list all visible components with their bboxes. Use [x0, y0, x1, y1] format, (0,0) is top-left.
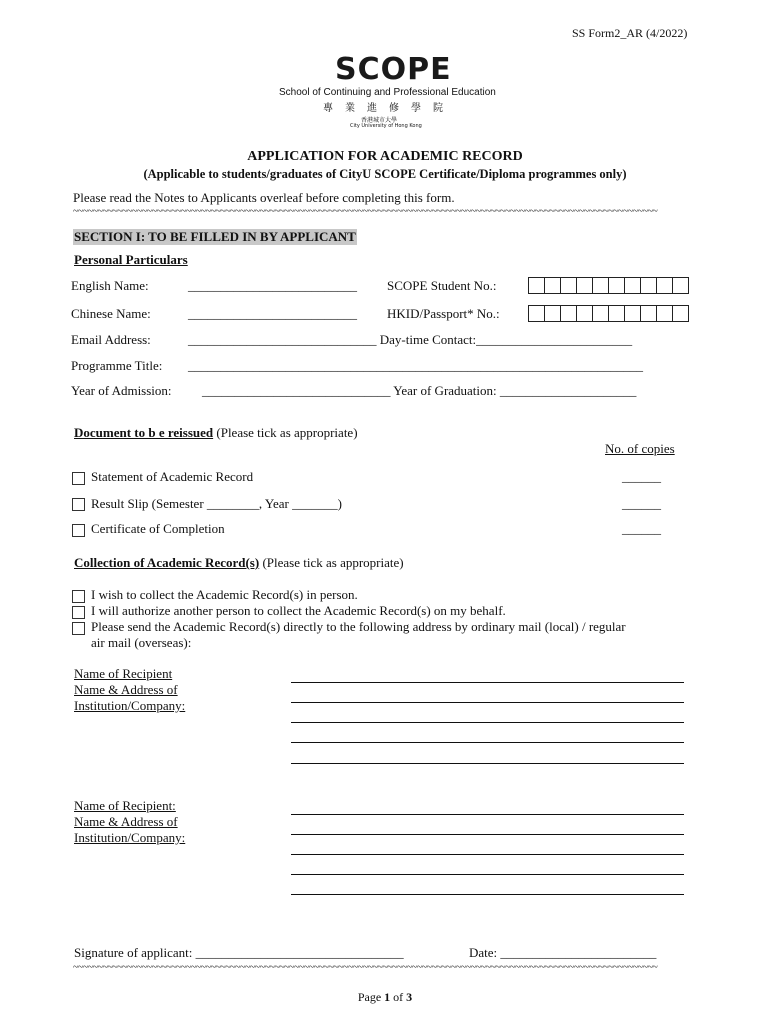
recipient1-name-label: Name of Recipient [74, 666, 173, 681]
email-label: Email Address: [71, 332, 151, 347]
separator-top: ~~~~~~~~~~~~~~~~~~~~~~~~~~~~~~~~~~~~~~~~~~~~~~~~~~~~~~~~~~~~~~~~~~~~~~~~~~~~~~~~~~~~~~~~~~~~~~~~~~~~~~~~~~~~~~~~~~~~~~~ [73, 206, 658, 217]
recipient1-line[interactable] [291, 763, 684, 764]
recipient1-institution-label: Institution/Company: [74, 698, 186, 713]
email-and-contact-field[interactable]: _____________________________ Day-time Contact:________________________ [188, 332, 633, 347]
page-current: 1 [384, 990, 391, 1004]
hkid-boxes[interactable] [529, 305, 689, 322]
collect-in-person-label: I wish to collect the Academic Record(s) in person. [91, 587, 358, 602]
document-hint: (Please tick as appropriate) [213, 425, 358, 440]
recipient2-institution-label: Institution/Company: [74, 830, 186, 845]
english-name-label: English Name: [71, 278, 149, 293]
recipient1-address-label: Name & Address of [74, 682, 178, 697]
school-name-en: School of Continuing and Professional Education [279, 87, 496, 98]
collection-heading-text: Collection of Academic Record(s) [74, 555, 260, 570]
scope-student-no-boxes[interactable] [529, 277, 689, 294]
recipient2-name-label: Name of Recipient: [74, 798, 176, 813]
form-code: SS Form2_AR (4/2022) [572, 26, 688, 40]
send-by-mail-label-cont: air mail (overseas): [91, 635, 192, 650]
recipient2-address-label: Name & Address of [74, 814, 178, 829]
hkid-label: HKID/Passport* No.: [387, 306, 500, 321]
recipient1-line[interactable] [291, 742, 684, 743]
recipient2-line[interactable] [291, 854, 684, 855]
school-name-zh: 專業進修學院 [323, 103, 455, 114]
recipient2-line[interactable] [291, 834, 684, 835]
send-by-mail-checkbox[interactable] [72, 622, 85, 635]
page-of: of [390, 990, 407, 1004]
statement-checkbox[interactable] [72, 472, 85, 485]
signature-field[interactable]: Signature of applicant: ________________________________ [74, 945, 404, 960]
scope-student-no-label: SCOPE Student No.: [387, 278, 497, 293]
section-heading: SECTION I: TO BE FILLED IN BY APPLICANT [74, 229, 356, 244]
form-title: APPLICATION FOR ACADEMIC RECORD [247, 149, 523, 164]
authorize-person-checkbox[interactable] [72, 606, 85, 619]
document-heading [74, 425, 358, 441]
chinese-name-label: Chinese Name: [71, 306, 151, 321]
recipient1-line[interactable] [291, 702, 684, 703]
cityu-name-zh: 香港城市大學 [361, 117, 398, 124]
page-total: 3 [406, 990, 413, 1004]
year-of-admission-label: Year of Admission: [71, 383, 172, 398]
no-of-copies-label: No. of copies [605, 441, 675, 456]
recipient2-line[interactable] [291, 894, 684, 895]
separator-bottom: ~~~~~~~~~~~~~~~~~~~~~~~~~~~~~~~~~~~~~~~~~~~~~~~~~~~~~~~~~~~~~~~~~~~~~~~~~~~~~~~~~~~~~~~~~~~~~~~~~~~~~~~~~~~~~~~~~~~~~~~ [73, 962, 658, 973]
collection-heading [74, 555, 404, 571]
send-by-mail-label: Please send the Academic Record(s) directly to the following address by ordinary mail (local) / regular [91, 619, 626, 634]
result-slip-copies-field[interactable]: ______ [622, 496, 661, 511]
personal-particulars-heading: Personal Particulars [74, 252, 188, 267]
english-name-field[interactable]: __________________________ [188, 278, 357, 293]
certificate-label: Certificate of Completion [91, 521, 225, 536]
document-heading-text: Document to b e reissued [74, 425, 214, 440]
result-slip-checkbox[interactable] [72, 498, 85, 511]
page-prefix: Page [357, 990, 385, 1004]
recipient2-line[interactable] [291, 874, 684, 875]
chinese-name-field[interactable]: __________________________ [188, 306, 357, 321]
programme-title-label: Programme Title: [71, 358, 163, 373]
date-field[interactable]: Date: ________________________ [469, 945, 657, 960]
recipient1-line[interactable] [291, 682, 684, 683]
notes-instruction: Please read the Notes to Applicants overleaf before completing this form. [73, 190, 455, 205]
collection-hint: (Please tick as appropriate) [259, 555, 404, 570]
year-fields[interactable]: _____________________________ Year of Graduation: _____________________ [202, 383, 637, 398]
form-subtitle: (Applicable to students/graduates of CityU SCOPE Certificate/Diploma programmes only) [143, 167, 627, 181]
certificate-checkbox[interactable] [72, 524, 85, 537]
result-slip-label: Result Slip (Semester ________, Year _______) [91, 496, 342, 511]
scope-logo: SCOPE [335, 52, 452, 87]
recipient1-line[interactable] [291, 722, 684, 723]
certificate-copies-field[interactable]: ______ [622, 521, 661, 536]
statement-copies-field[interactable]: ______ [622, 469, 661, 484]
collect-in-person-checkbox[interactable] [72, 590, 85, 603]
statement-label: Statement of Academic Record [91, 469, 254, 484]
authorize-person-label: I will authorize another person to collect the Academic Record(s) on my behalf. [91, 603, 506, 618]
recipient2-line[interactable] [291, 814, 684, 815]
programme-title-field[interactable]: ______________________________________________________________________ [188, 358, 643, 373]
page-number [0, 990, 770, 1005]
cityu-name-en: City University of Hong Kong [350, 123, 422, 129]
